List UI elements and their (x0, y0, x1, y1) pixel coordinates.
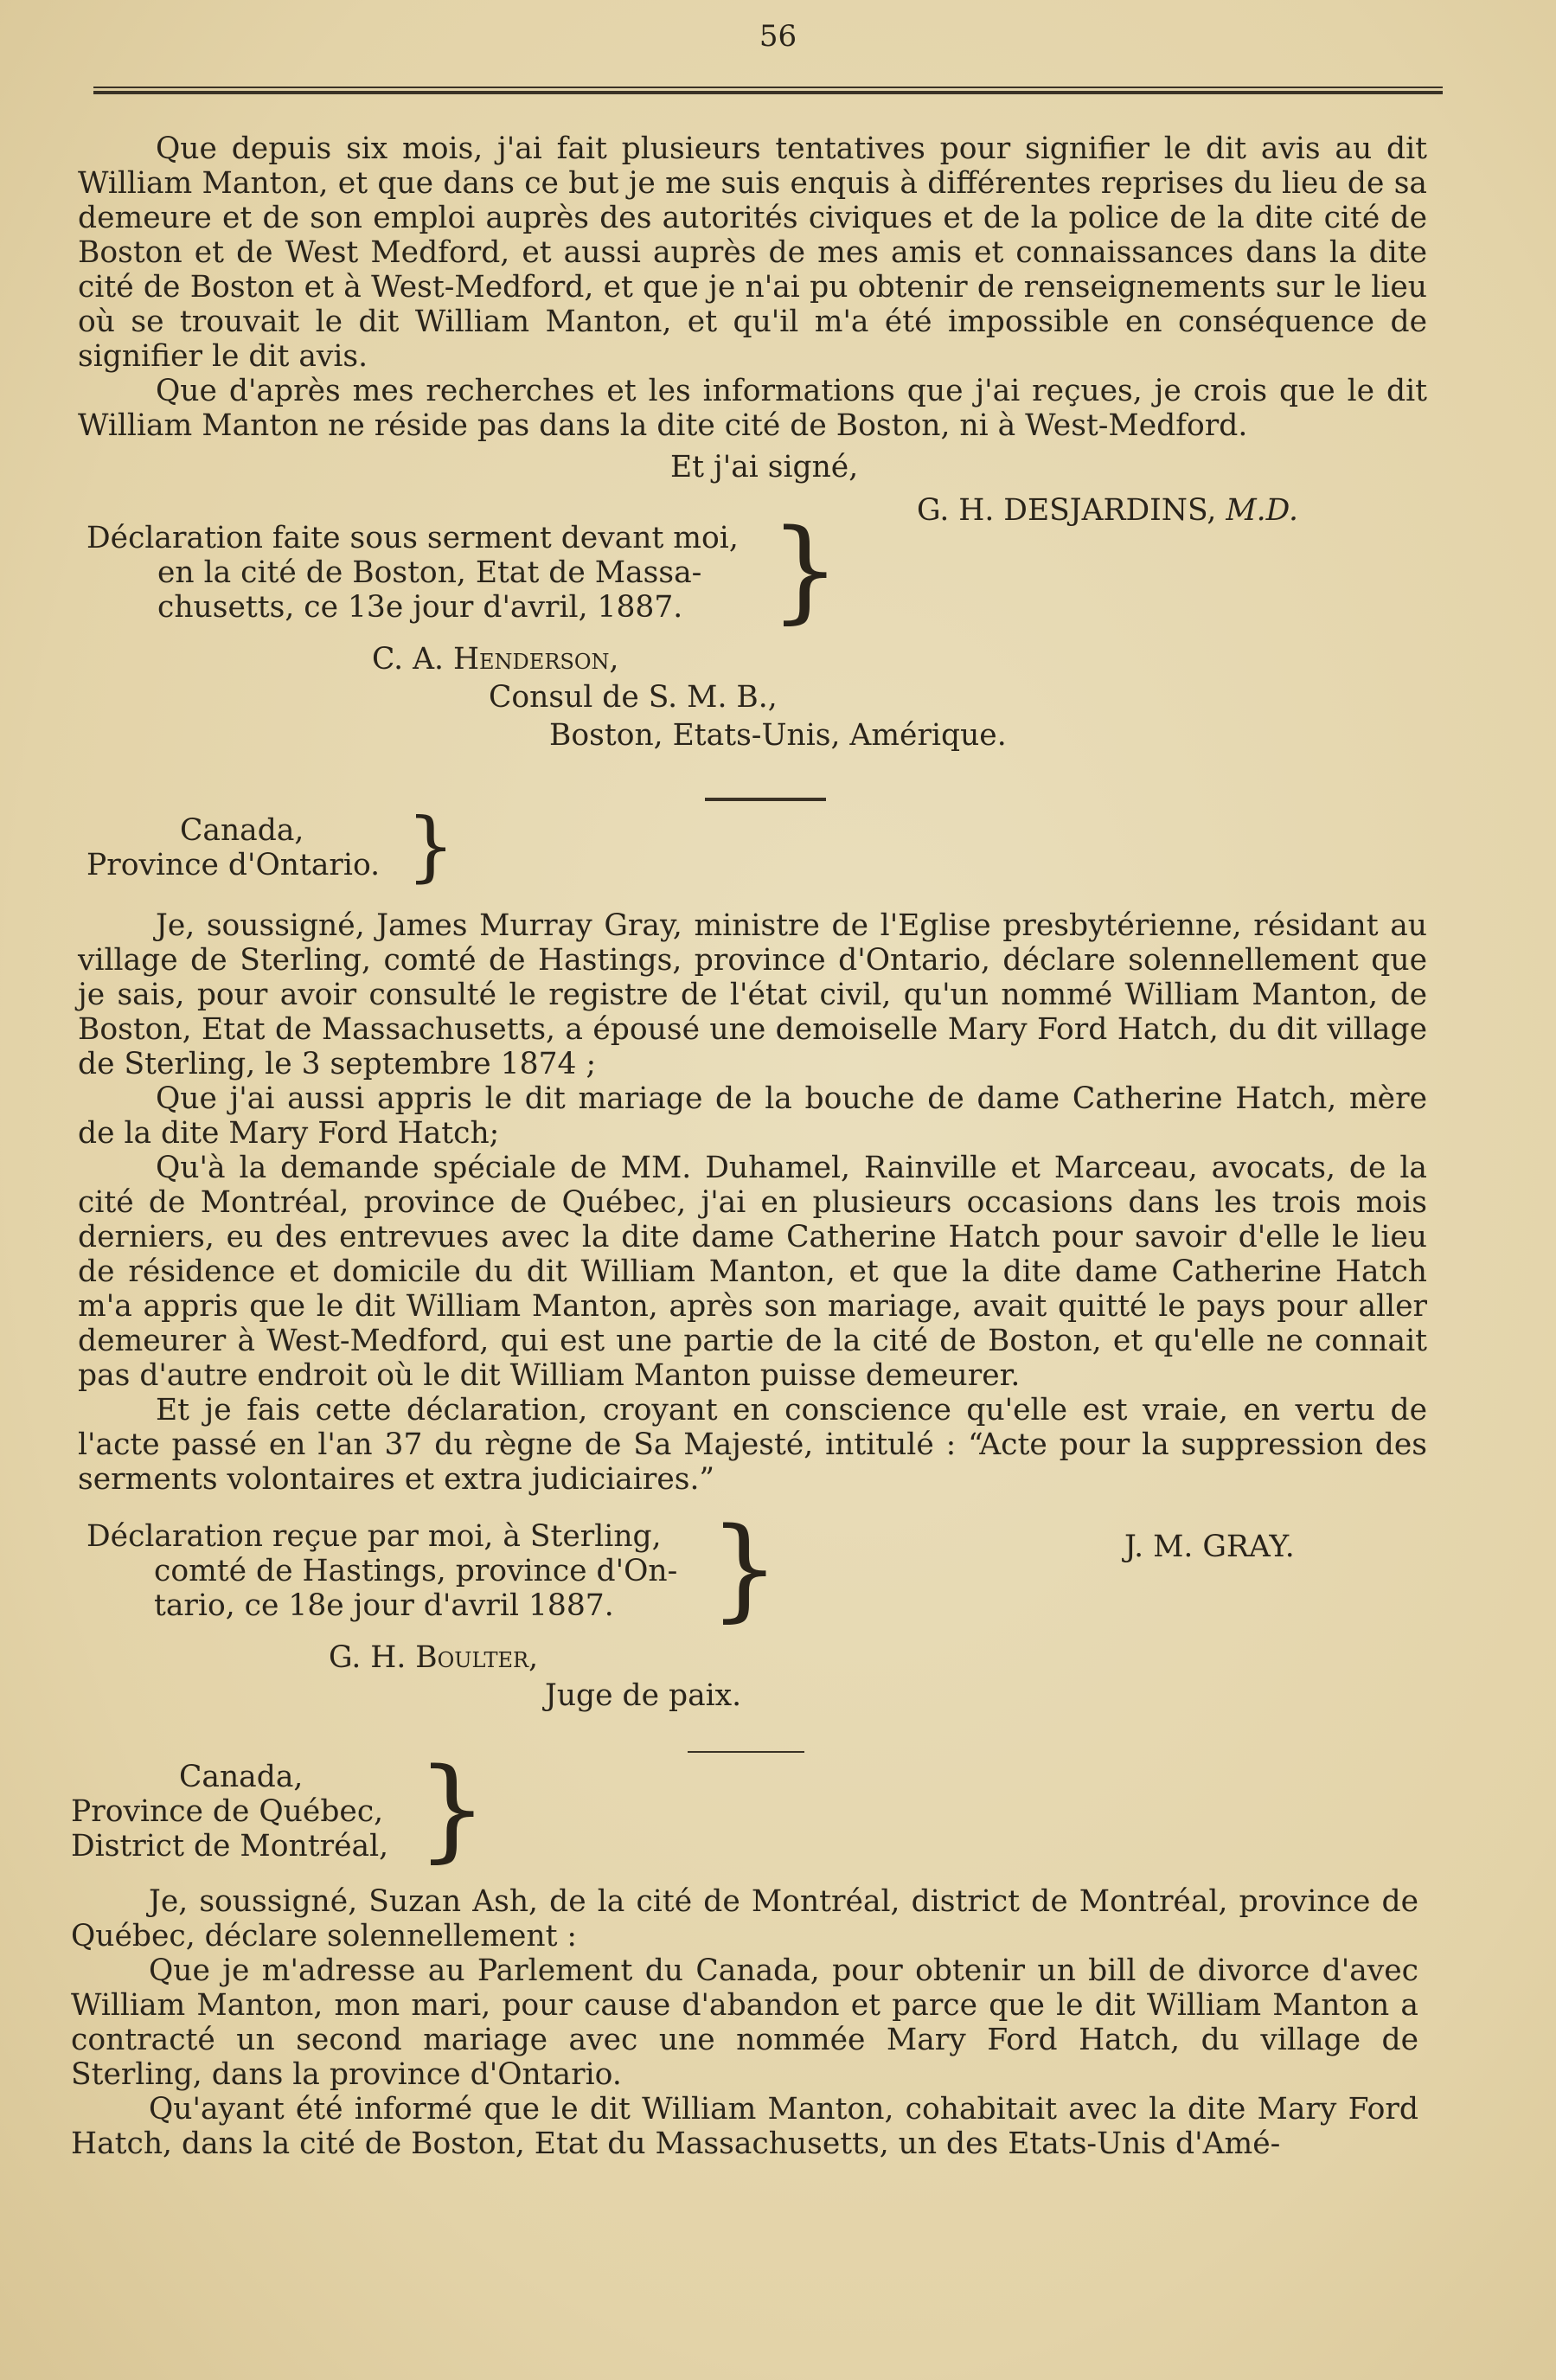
venue-line: Province de Québec, (71, 1794, 384, 1829)
declaration-line: Déclaration reçue par moi, à Sterling, (86, 1519, 662, 1554)
section2-paragraph: Et je fais cette déclaration, croyant en conscience qu'elle est vraie, en vertu de l'acte passé en l'an 37 du règne de Sa Majesté, intitulé : “Acte pour la suppression des serments volontaires et extra judiciaires.” (78, 1393, 1427, 1497)
officer-name: G. H. Boulter, (329, 1640, 539, 1675)
section3-paragraph: Je, soussigné, Suzan Ash, de la cité de Montréal, district de Montréal, province de Québec, déclare solennellement : (71, 1884, 1418, 1953)
section2-paragraph: Qu'à la demande spéciale de MM. Duhamel, Rainville et Marceau, avocats, de la cité de Montréal, province de Québec, j'ai en plusieurs occasions dans les trois mois derniers, eu des entrevues avec la dite dame Catherine Hatch pour savoir d'elle le lieu de résidence et domicile du dit William Manton, et que la dite dame Catherine Hatch m'a appris que le dit William Manton, après son mariage, avait quitté le pays pour aller demeurer à West-Medford, qui est une partie de la cité de Boston, et qu'elle ne connait pas d'autre endroit où le dit William Manton puisse demeurer. (78, 1151, 1427, 1393)
venue-line: Province d'Ontario. (86, 848, 381, 882)
signed-line: Et j'ai signé, (670, 450, 859, 484)
section1-paragraph-2: Que d'après mes recherches et les informations que j'ai reçues, je crois que le dit William Manton ne réside pas dans la dite cité de Boston, ni à West-Medford. (78, 374, 1427, 443)
declaration-line: Déclaration faite sous serment devant moi, (86, 521, 739, 555)
officer-name: C. A. Henderson, (372, 642, 619, 677)
venue-line: Canada, (180, 813, 304, 848)
section3-paragraph: Que je m'adresse au Parlement du Canada, pour obtenir un bill de divorce d'avec William Manton, mon mari, pour cause d'abandon et parce que le dit William Manton a contracté un second mariage avec une nommée Mary Ford Hatch, du village de Sterling, dans la province d'Ontario. (71, 1953, 1418, 2092)
section1-paragraph-1: Que depuis six mois, j'ai fait plusieurs tentatives pour signifier le dit avis au dit William Manton, et que dans ce but je me suis enquis à différentes reprises du lieu de sa demeure et de son emploi auprès des autorités civiques et de la police de la dite cité de Boston et de West Medford, et aussi auprès de mes amis et connaissances dans la dite cité de Boston et à West-Medford, et que je n'ai pu obtenir de renseignements sur le lieu où se trouvait le dit William Manton, et qu'il m'a été impossible en conséquence de signifier le dit avis. (78, 132, 1427, 374)
henderson-place: Boston, Etats-Unis, Amérique. (549, 718, 1007, 753)
henderson-title: Consul de S. M. B., (489, 680, 778, 715)
venue-block-2 (86, 813, 380, 882)
declaration-block-2 (86, 1519, 677, 1623)
section2-paragraph: Que j'ai aussi appris le dit mariage de la bouche de dame Catherine Hatch, mère de la dite Mary Ford Hatch; (78, 1081, 1427, 1151)
section2-body (78, 908, 1427, 1497)
right-brace: } (407, 801, 455, 890)
gray-signature: J. M. GRAY. (1124, 1530, 1295, 1564)
page-number: 56 (759, 19, 797, 54)
right-brace: } (417, 1745, 488, 1874)
desjardins-signature (917, 493, 1298, 528)
venue-line: District de Montréal, (71, 1829, 389, 1864)
section-divider (688, 1751, 804, 1753)
declaration-block-1 (86, 521, 739, 625)
right-brace: } (770, 506, 841, 635)
section3-paragraph: Qu'ayant été informé que le dit William Manton, cohabitait avec la dite Mary Ford Hatch, dans la cité de Boston, Etat du Massachusetts, un des Etats-Unis d'Amé- (71, 2092, 1418, 2161)
boulter-title: Juge de paix. (545, 1678, 742, 1713)
declaration-line: chusetts, ce 13e jour d'avril, 1887. (157, 590, 683, 625)
section2-paragraph: Je, soussigné, James Murray Gray, ministre de l'Eglise presbytérienne, résidant au village de Sterling, comté de Hastings, province d'Ontario, déclare solennellement que je sais, pour avoir consulté le registre de l'état civil, qu'un nommé William Manton, de Boston, Etat de Massachusetts, a épousé une demoiselle Mary Ford Hatch, du dit village de Sterling, le 3 septembre 1874 ; (78, 908, 1427, 1081)
section3-body (71, 1884, 1418, 2161)
declaration-line: comté de Hastings, province d'On- (154, 1554, 678, 1588)
right-brace: } (709, 1504, 780, 1633)
henderson-name (372, 642, 618, 677)
venue-block-3 (71, 1760, 388, 1864)
section-divider (705, 798, 826, 801)
declaration-line: tario, ce 18e jour d'avril 1887. (154, 1588, 614, 1623)
section1-body (78, 132, 1427, 443)
header-rule (93, 87, 1443, 94)
boulter-name (329, 1640, 538, 1675)
signature-name: G. H. DESJARDINS, (917, 493, 1217, 528)
declaration-line: en la cité de Boston, Etat de Massa- (157, 555, 702, 590)
venue-line: Canada, (179, 1760, 304, 1794)
signature-title: M.D. (1226, 493, 1299, 528)
